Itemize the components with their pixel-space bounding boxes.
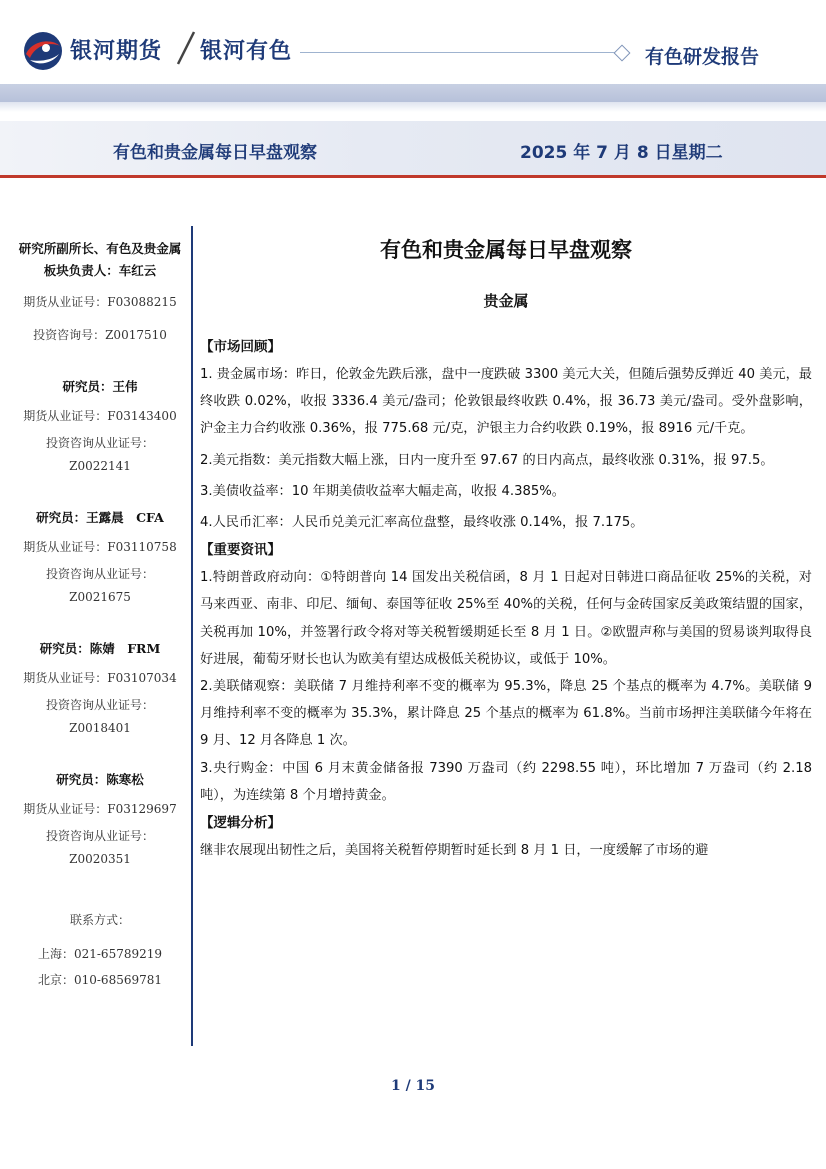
analyst-title: 研究员：陈寒松 <box>56 772 144 787</box>
market-review-section <box>200 333 812 536</box>
contact-label: 联系方式： <box>69 913 130 927</box>
paragraph: 继非农展现出韧性之后，美国将关税暂停期暂时延长到 8 月 1 日，一度缓解了市场的避 <box>200 843 709 859</box>
sidebar-divider <box>191 226 193 1046</box>
analyst-sidebar <box>14 238 186 990</box>
section-heading: 【逻辑分析】 <box>200 815 281 832</box>
diamond-icon <box>614 45 631 62</box>
title-band-accent-line <box>0 175 826 178</box>
consult-cert-number: Z0021675 <box>69 590 131 604</box>
analyst-title: 研究所副所长、有色及贵金属板块负责人：车红云 <box>18 241 182 278</box>
paragraph: 3.央行购金：中国 6 月末黄金储备报 7390 万盎司（约 2298.55 吨），环比增加 7 万盎司（约 2.18 吨），为连续第 8 个月增持黄金。 <box>200 760 812 803</box>
consult-cert: 投资咨询号：Z0017510 <box>33 328 167 342</box>
document-title: 有色和贵金属每日早盘观察 <box>380 238 632 262</box>
analyst-card <box>14 238 186 346</box>
main-content <box>200 226 812 864</box>
section-title: 贵金属 <box>483 292 529 310</box>
paragraph: 1.特朗普政府动向：①特朗普向 14 国发出关税信函，8 月 1 日起对日韩进口商品征收 25%的关税，对马来西亚、南非、印尼、缅甸、泰国等征收 25%至 40%的关税，任何与金砖国家反美政策结盟的国家，关税再加 10%，并签署行政令将对等关税暂缓期延长至 8 月 1 日。②欧盟声称与美国的贸易谈判取得良好进展，葡萄牙财长也认为欧美有望达成极低关税协议，或低于 10%。 <box>200 570 812 667</box>
paragraph: 4.人民币汇率：人民币兑美元汇率高位盘整，最终收涨 0.14%，报 7.175。 <box>200 515 644 531</box>
analyst-card <box>14 507 186 608</box>
consult-cert-number: Z0020351 <box>69 852 131 866</box>
contact-shanghai: 上海：021-65789219 <box>37 947 163 961</box>
paragraph: 1. 贵金属市场：昨日，伦敦金先跌后涨，盘中一度跌破 3300 美元大关，但随后强势反弹近 40 美元，最终收跌 0.02%，收报 3336.4 美元/盎司；伦敦银最终收跌 0.4%，报 36.73 美元/盎司。受外盘影响，沪金主力合约收涨 0.36%，报 775.68 元/克，沪银主力合约收跌 0.19%，报 8916 元/千克。 <box>200 367 812 437</box>
section-heading: 【市场回顾】 <box>200 339 281 355</box>
consult-cert-label: 投资咨询从业证号： <box>45 436 154 450</box>
contact-block <box>14 910 186 990</box>
section-heading: 【重要资讯】 <box>200 542 281 559</box>
band-report-title: 有色和贵金属每日早盘观察 <box>113 143 317 163</box>
futures-cert: 期货从业证号：F03110758 <box>23 540 177 554</box>
paragraph: 3.美债收益率：10 年期美债收益率大幅走高，收报 4.385%。 <box>200 483 565 499</box>
consult-cert-label: 投资咨询从业证号： <box>45 698 154 712</box>
analyst-title: 研究员：王露晨 CFA <box>36 510 164 525</box>
analyst-title: 研究员：王伟 <box>62 379 138 394</box>
analyst-card <box>14 769 186 870</box>
consult-cert-number: Z0018401 <box>69 721 131 735</box>
galaxy-logo-icon <box>22 30 64 72</box>
page-number: 1 / 15 <box>390 1078 436 1094</box>
paragraph: 2.美联储观察：美联储 7 月维持利率不变的概率为 95.3%，降息 25 个基点的概率为 4.7%。美联储 9 月维持利率不变的概率为 35.3%，累计降息 25 个基点的概率为 61.8%。当前市场押注美联储今年将在 9 月、12 月各降息 1 次。 <box>200 679 812 749</box>
brand-name: 银河期货 <box>70 39 163 64</box>
brand-separator-slash <box>170 28 200 68</box>
analyst-card <box>14 376 186 477</box>
analyst-title: 研究员：陈婧 FRM <box>39 641 161 656</box>
futures-cert: 期货从业证号：F03088215 <box>23 295 177 309</box>
header-rule <box>300 52 620 53</box>
futures-cert: 期货从业证号：F03107034 <box>23 671 177 685</box>
news-section <box>200 536 812 809</box>
header-stripe <box>0 84 826 102</box>
analyst-card <box>14 638 186 739</box>
band-report-date: 2025 年 7 月 8 日星期二 <box>520 143 723 163</box>
futures-cert: 期货从业证号：F03143400 <box>23 409 177 423</box>
consult-cert-number: Z0022141 <box>69 459 131 473</box>
header-stripe-fade <box>0 102 826 112</box>
brand-subname: 银河有色 <box>200 39 293 64</box>
paragraph: 2.美元指数：美元指数大幅上涨，日内一度升至 97.67 的日内高点，最终收涨 0.31%，报 97.5。 <box>200 452 774 468</box>
futures-cert: 期货从业证号：F03129697 <box>23 802 177 816</box>
consult-cert-label: 投资咨询从业证号： <box>45 567 154 581</box>
consult-cert-label: 投资咨询从业证号： <box>45 829 154 843</box>
report-type: 有色研发报告 <box>645 46 760 68</box>
contact-beijing: 北京：010-68569781 <box>37 973 163 987</box>
logic-section <box>200 809 812 864</box>
